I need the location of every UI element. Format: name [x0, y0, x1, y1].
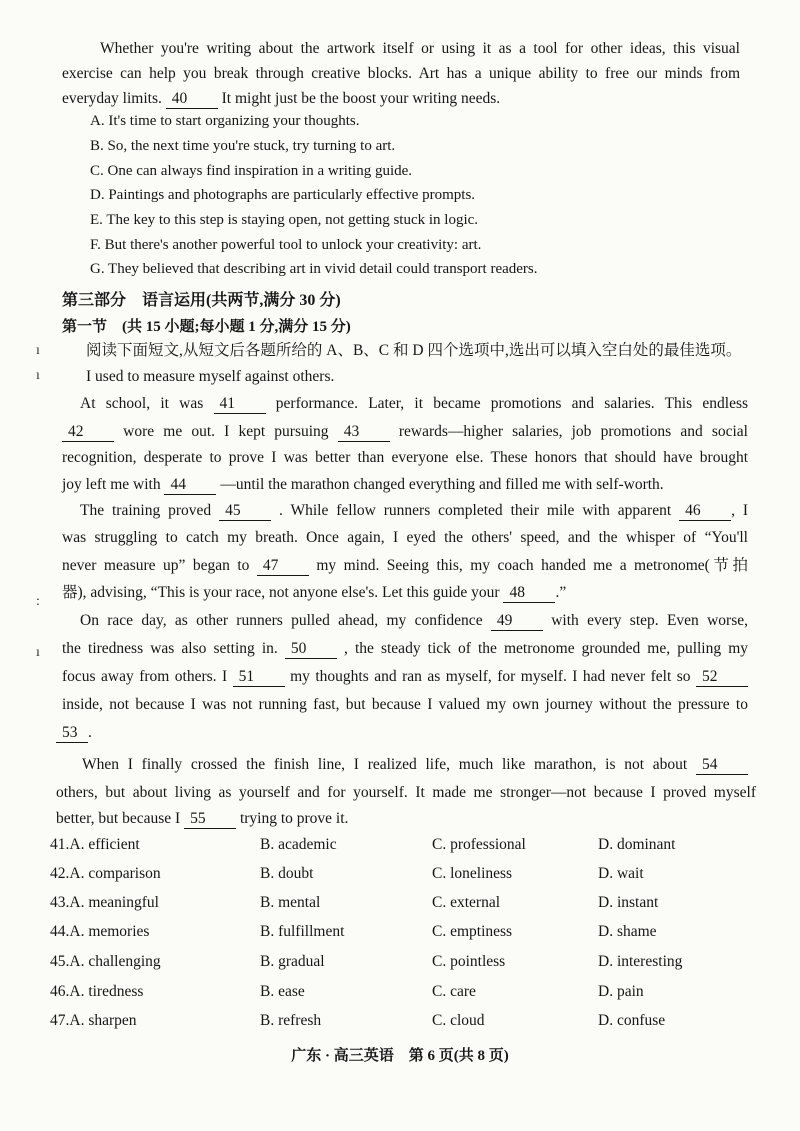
option-e: E. The key to this step is staying open, not getting stuck in logic.	[90, 212, 479, 228]
margin-mark: :	[36, 594, 40, 609]
choice-a[interactable]: 41.A. efficient	[50, 836, 140, 853]
cloze-line: others, but about living as yourself and for yourself. It made me stronger—not because I proved myself	[56, 784, 756, 801]
choice-b[interactable]: B. academic	[260, 836, 337, 853]
blank-46: 46	[679, 502, 731, 521]
cloze-line: joy left me with 44 —until the marathon changed everything and filled me with self-worth.	[62, 476, 664, 493]
choice-row-44	[50, 923, 750, 949]
choice-row-45	[50, 953, 750, 979]
choice-d[interactable]: D. instant	[598, 894, 659, 911]
choice-c[interactable]: C. cloud	[432, 1012, 485, 1029]
choice-c[interactable]: C. care	[432, 983, 476, 1000]
choice-c[interactable]: C. loneliness	[432, 865, 513, 882]
page-footer: 广东 · 高三英语 第 6 页(共 8 页)	[291, 1048, 509, 1064]
option-g: G. They believed that describing art in vivid detail could transport readers.	[90, 261, 538, 277]
cloze-line: At school, it was 41 performance. Later, it became promotions and salaries. This endless	[80, 395, 749, 412]
blank-53: 53	[56, 724, 88, 743]
choice-c[interactable]: C. external	[432, 894, 501, 911]
blank-52: 52	[696, 668, 748, 687]
instruction: 阅读下面短文,从短文后各题所给的 A、B、C 和 D 四个选项中,选出可以填入空白处的最佳选项。	[86, 342, 742, 359]
choice-c[interactable]: C. pointless	[432, 953, 506, 970]
margin-mark: ı	[36, 645, 40, 660]
cloze-line: focus away from others. I 51 my thoughts and ran as myself, for myself. I had never felt so 52	[62, 664, 748, 690]
margin-mark: ı	[36, 368, 40, 383]
blank-48: 48	[503, 584, 555, 603]
cloze-line: 器), advising, “This is your race, not anyone else's. Let this guide your 48 .”	[62, 584, 567, 601]
choice-d[interactable]: D. dominant	[598, 836, 676, 853]
choice-c[interactable]: C. emptiness	[432, 923, 513, 940]
choice-b[interactable]: B. refresh	[260, 1012, 322, 1029]
choice-row-41	[50, 836, 750, 862]
choice-a[interactable]: 43.A. meaningful	[50, 894, 159, 911]
blank-50: 50	[285, 640, 337, 659]
option-a: A. It's time to start organizing your thoughts.	[90, 113, 360, 129]
blank-44: 44	[164, 476, 216, 495]
choice-a[interactable]: 42.A. comparison	[50, 865, 161, 882]
option-d: D. Paintings and photographs are particularly effective prompts.	[90, 187, 476, 203]
choice-a[interactable]: 47.A. sharpen	[50, 1012, 137, 1029]
cloze-line: 53 .	[56, 720, 742, 746]
choice-b[interactable]: B. ease	[260, 983, 305, 1000]
passage-line: Whether you're writing about the artwork itself or using it as a tool for other ideas, this visual	[100, 40, 740, 57]
choice-d[interactable]: D. interesting	[598, 953, 683, 970]
blank-54: 54	[696, 756, 748, 775]
cloze-line: 42 wore me out. I kept pursuing 43 rewards—higher salaries, job promotions and social	[62, 419, 748, 445]
cloze-line: When I finally crossed the finish line, I realized life, much like marathon, is not about 54	[82, 752, 748, 778]
blank-47: 47	[257, 557, 309, 576]
cloze-line: never measure up” began to 47 my mind. Seeing this, my coach handed me a metronome(节拍	[62, 557, 748, 574]
blank-45: 45	[219, 502, 271, 521]
choice-row-43	[50, 894, 750, 920]
section-title: 第一节 (共 15 小题;每小题 1 分,满分 15 分)	[62, 319, 351, 335]
option-b: B. So, the next time you're stuck, try turning to art.	[90, 138, 396, 154]
cloze-line: inside, not because I was not running fast, but because I valued my own journey without the pressure to	[62, 696, 748, 713]
blank-40: 40	[166, 90, 218, 109]
blank-55: 55	[184, 810, 236, 829]
cloze-line: was struggling to catch my breath. Once again, I eyed the others' speed, and the whisper of “You'll	[62, 529, 748, 546]
choice-b[interactable]: B. mental	[260, 894, 321, 911]
choice-b[interactable]: B. gradual	[260, 953, 325, 970]
choice-a[interactable]: 44.A. memories	[50, 923, 150, 940]
blank-43: 43	[338, 423, 390, 442]
blank-49: 49	[491, 612, 543, 631]
blank-51: 51	[233, 668, 285, 687]
margin-mark: ı	[36, 343, 40, 358]
choice-a[interactable]: 46.A. tiredness	[50, 983, 144, 1000]
cloze-line: recognition, desperate to prove I was better than everyone else. These honors that should have brought	[62, 449, 748, 466]
option-f: F. But there's another powerful tool to unlock your creativity: art.	[90, 237, 482, 253]
choice-row-47	[50, 1012, 750, 1038]
cloze-line: better, but because I 55 trying to prove it.	[56, 810, 349, 827]
passage-line: everyday limits. 40 It might just be the boost your writing needs.	[62, 90, 501, 107]
choice-a[interactable]: 45.A. challenging	[50, 953, 161, 970]
cloze-line: I used to measure myself against others.	[86, 368, 335, 385]
passage-line: exercise can help you break through creative blocks. Art has a unique ability to free our minds from	[62, 65, 740, 82]
blank-41: 41	[214, 395, 266, 414]
choice-d[interactable]: D. wait	[598, 865, 644, 882]
cloze-line: On race day, as other runners pulled ahead, my confidence 49 with every step. Even worse,	[80, 612, 749, 629]
choice-d[interactable]: D. confuse	[598, 1012, 666, 1029]
cloze-line: The training proved 45 . While fellow runners completed their mile with apparent 46 , I	[80, 502, 748, 519]
choice-d[interactable]: D. shame	[598, 923, 657, 940]
blank-42: 42	[62, 423, 114, 442]
option-c: C. One can always find inspiration in a writing guide.	[90, 163, 413, 179]
choice-row-46	[50, 983, 750, 1009]
cloze-line: the tiredness was also setting in. 50 , the steady tick of the metronome grounded me, pulling my	[62, 640, 749, 657]
choice-c[interactable]: C. professional	[432, 836, 526, 853]
choice-b[interactable]: B. doubt	[260, 865, 314, 882]
choice-row-42	[50, 865, 750, 891]
choice-b[interactable]: B. fulfillment	[260, 923, 345, 940]
choice-d[interactable]: D. pain	[598, 983, 644, 1000]
part-title: 第三部分 语言运用(共两节,满分 30 分)	[62, 292, 341, 309]
